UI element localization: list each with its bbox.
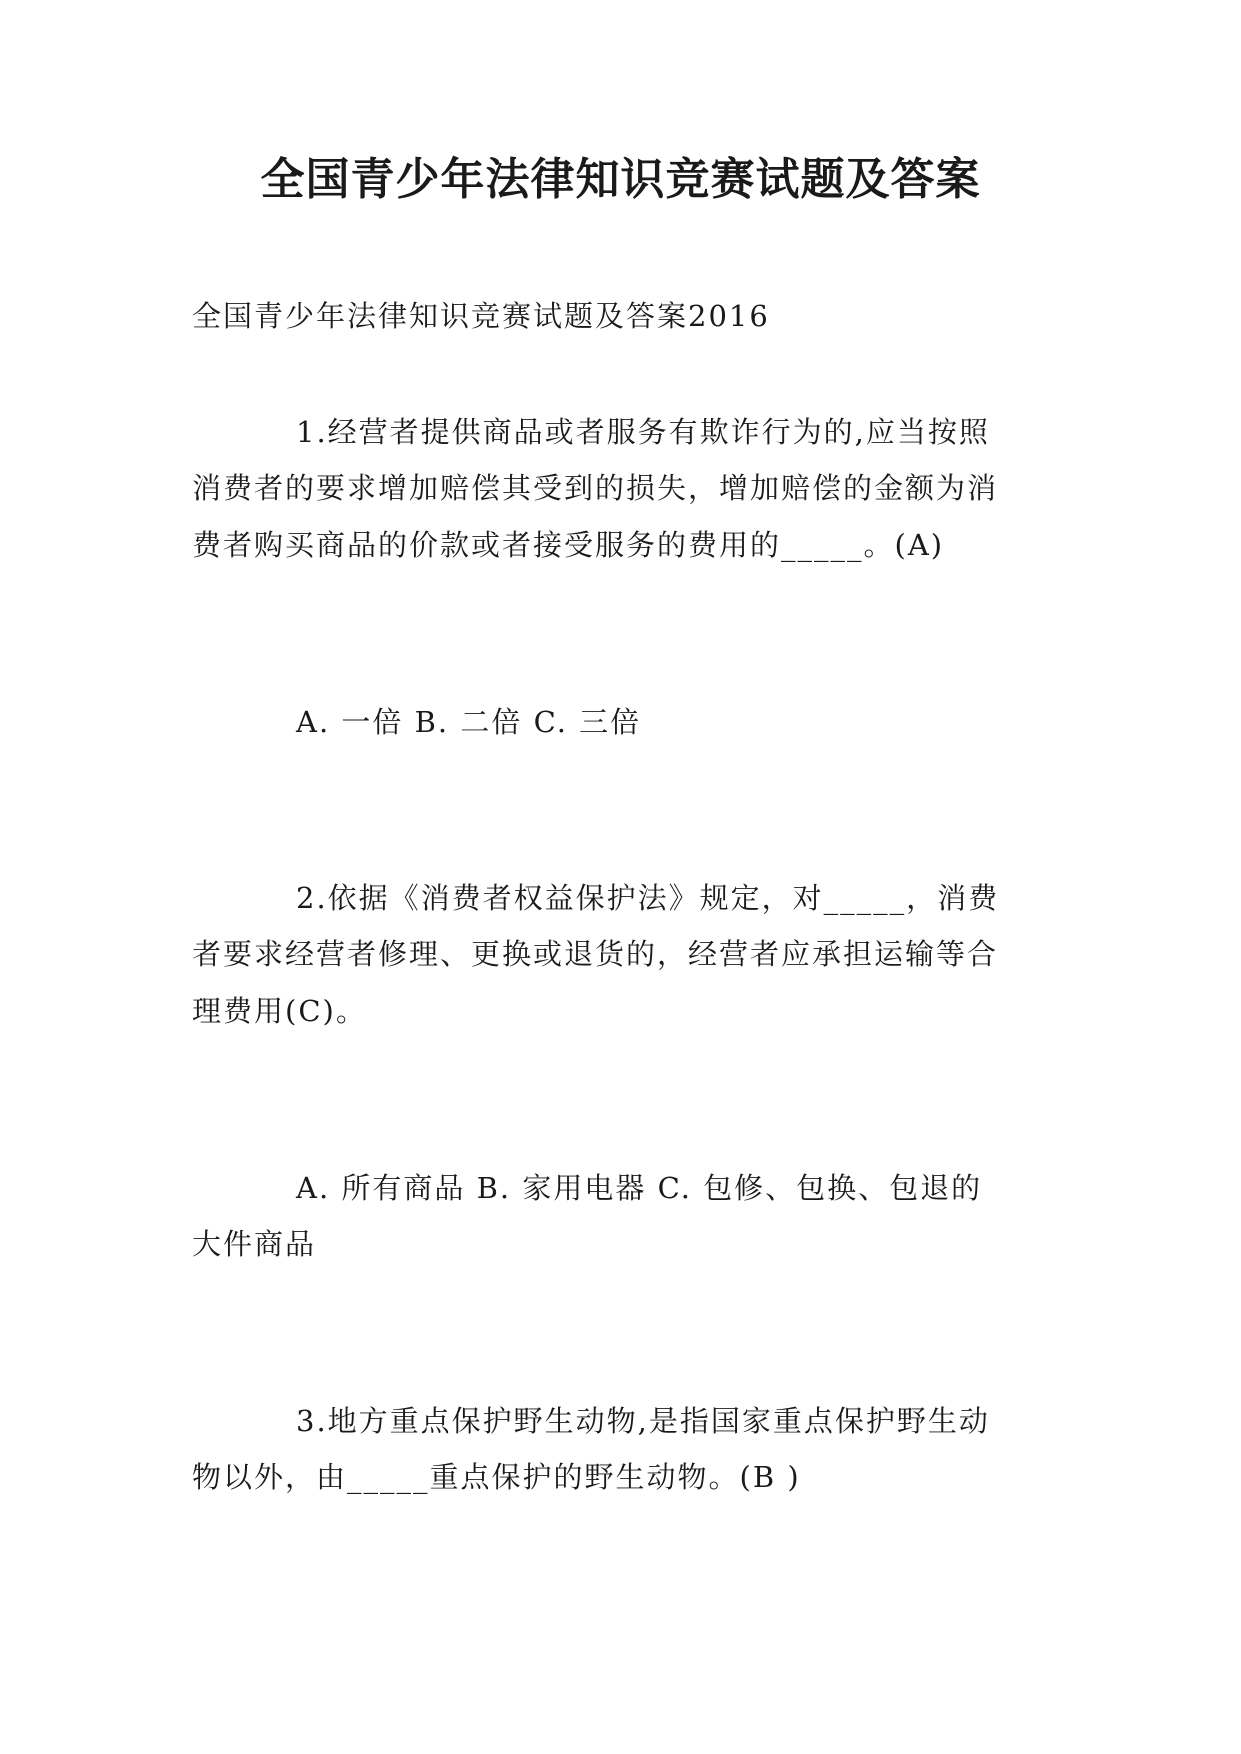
question-1-line-3: 费者购买商品的价款或者接受服务的费用的_____。(A) <box>192 528 945 562</box>
document-subtitle: 全国青少年法律知识竞赛试题及答案2016 <box>192 299 770 333</box>
question-3-line-1: 3.地方重点保护野生动物,是指国家重点保护野生动 <box>296 1404 990 1438</box>
question-2-line-3: 理费用(C)。 <box>192 994 367 1028</box>
question-2-options-line-2: 大件商品 <box>192 1227 317 1261</box>
question-1-line-2: 消费者的要求增加赔偿其受到的损失，增加赔偿的金额为消 <box>192 471 999 505</box>
question-2-options-line-1: A. 所有商品 B. 家用电器 C. 包修、包换、包退的 <box>296 1171 983 1205</box>
question-3-line-2: 物以外，由_____重点保护的野生动物。(B ) <box>192 1460 801 1494</box>
question-2-line-2: 者要求经营者修理、更换或退货的，经营者应承担运输等合 <box>192 937 999 971</box>
document-title: 全国青少年法律知识竞赛试题及答案 <box>260 154 981 205</box>
question-1-options: A. 一倍 B. 二倍 C. 三倍 <box>296 705 642 739</box>
question-1-line-1: 1.经营者提供商品或者服务有欺诈行为的,应当按照 <box>296 415 990 449</box>
question-2-line-1: 2.依据《消费者权益保护法》规定，对_____，消费 <box>296 881 1000 915</box>
